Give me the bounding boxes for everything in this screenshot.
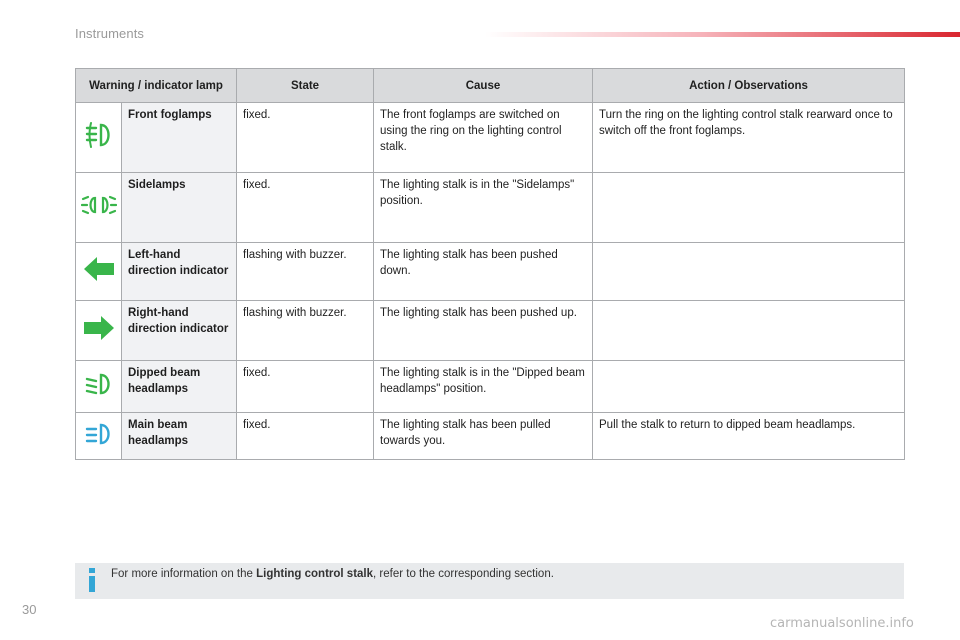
table-row bbox=[76, 361, 905, 413]
info-note bbox=[75, 563, 904, 599]
lamp-action bbox=[593, 173, 905, 243]
dipped-beam-icon bbox=[81, 366, 117, 402]
table-row bbox=[76, 301, 905, 361]
table-header-row bbox=[76, 69, 905, 103]
header-warning-lamp: Warning / indicator lamp bbox=[76, 69, 237, 103]
info-icon bbox=[86, 567, 98, 593]
sidelamps-icon bbox=[81, 187, 117, 223]
lamp-cause: The lighting stalk has been pushed down. bbox=[374, 243, 593, 301]
lamp-action bbox=[593, 243, 905, 301]
lamp-cause: The lighting stalk has been pushed up. bbox=[374, 301, 593, 361]
left-arrow-icon bbox=[81, 251, 117, 287]
header-cause: Cause bbox=[374, 69, 593, 103]
header-action: Action / Observations bbox=[593, 69, 905, 103]
lamp-cause: The lighting stalk has been pulled towards you. bbox=[374, 413, 593, 460]
right-arrow-icon bbox=[81, 310, 117, 346]
lamp-state: flashing with buzzer. bbox=[237, 301, 374, 361]
lamp-state: fixed. bbox=[237, 361, 374, 413]
indicator-lamp-table bbox=[75, 68, 905, 460]
lamp-name: Dipped beam headlamps bbox=[122, 361, 237, 413]
section-title: Instruments bbox=[75, 26, 145, 41]
header-accent-bar bbox=[485, 32, 960, 37]
lamp-name: Right-hand direction indicator bbox=[122, 301, 237, 361]
table-row bbox=[76, 173, 905, 243]
header-state: State bbox=[237, 69, 374, 103]
main-beam-icon bbox=[81, 416, 117, 452]
table-row bbox=[76, 413, 905, 460]
lamp-name: Sidelamps bbox=[122, 173, 237, 243]
lamp-action: Pull the stalk to return to dipped beam headlamps. bbox=[593, 413, 905, 460]
page-number: 30 bbox=[22, 602, 37, 617]
info-text-link-label: Lighting control stalk bbox=[256, 568, 374, 580]
lamp-cause: The lighting stalk is in the "Dipped beam headlamps" position. bbox=[374, 361, 593, 413]
lamp-state: fixed. bbox=[237, 173, 374, 243]
lamp-state: flashing with buzzer. bbox=[237, 243, 374, 301]
lamp-state: fixed. bbox=[237, 103, 374, 173]
info-text-after: , refer to the corresponding section. bbox=[373, 568, 554, 580]
lamp-name: Front foglamps bbox=[122, 103, 237, 173]
lamp-cause: The lighting stalk is in the "Sidelamps" position. bbox=[374, 173, 593, 243]
front-foglamps-icon bbox=[81, 117, 117, 153]
info-text-before: For more information on the bbox=[111, 568, 257, 580]
lamp-state: fixed. bbox=[237, 413, 374, 460]
lamp-action bbox=[593, 361, 905, 413]
lamp-action bbox=[593, 301, 905, 361]
table-row bbox=[76, 243, 905, 301]
lamp-name: Left-hand direction indicator bbox=[122, 243, 237, 301]
info-text bbox=[111, 568, 554, 580]
lamp-name: Main beam headlamps bbox=[122, 413, 237, 460]
table-row bbox=[76, 103, 905, 173]
lamp-action: Turn the ring on the lighting control stalk rearward once to switch off the front foglamps. bbox=[593, 103, 905, 173]
lamp-cause: The front foglamps are switched on using the ring on the lighting control stalk. bbox=[374, 103, 593, 173]
watermark: carmanualsonline.info bbox=[770, 616, 914, 631]
